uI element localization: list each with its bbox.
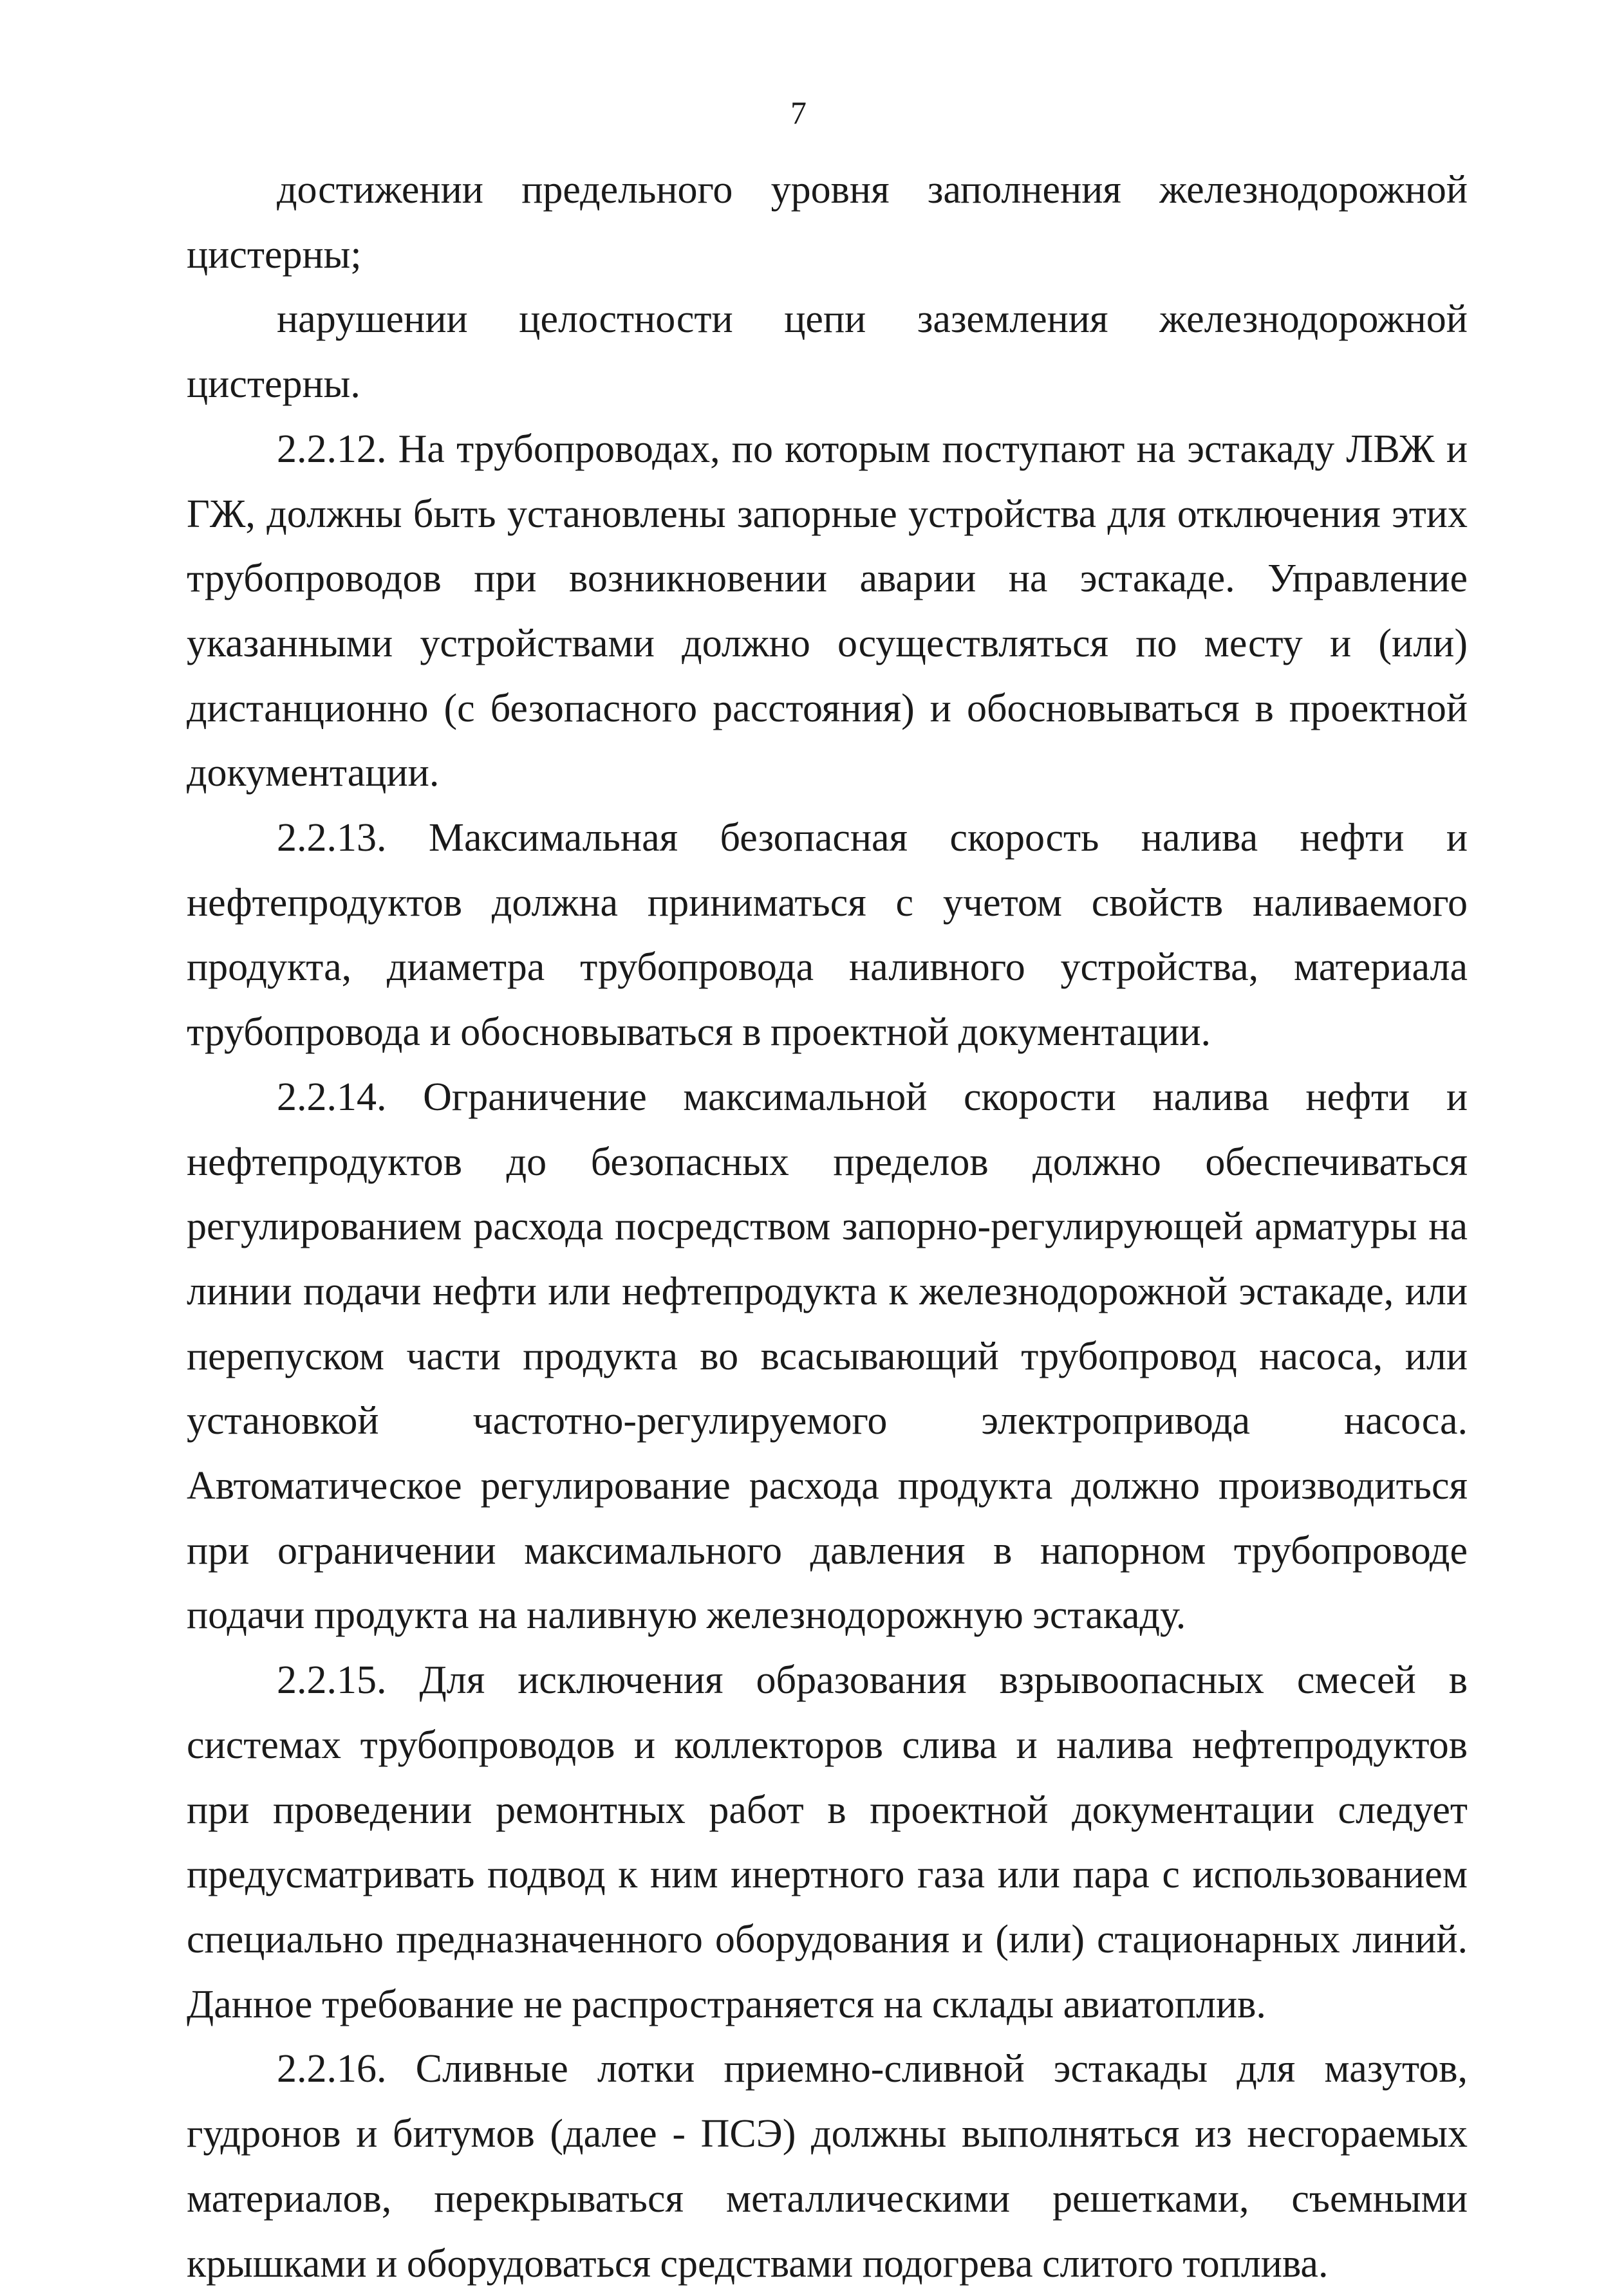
page-number: 7 <box>790 95 807 131</box>
document-body <box>187 158 1468 2296</box>
paragraph-2-2-14: 2.2.14. Ограничение максимальной скорости налива нефти и нефтепродуктов до безопасных пределов должно обеспечиваться регулированием расхода посредством запорно-регулирующей арматуры на линии подачи нефти или нефтепродукта к железнодорожной эстакаде, или перепуском части продукта во всасывающий трубопровод насоса, или установкой частотно-регулируемого электропривода насоса. Автоматическое регулирование расхода продукта должно производиться при ограничении максимального давления в напорном трубопроводе подачи продукта на наливную железнодорожную эстакаду. <box>187 1075 1468 1638</box>
paragraph-2-2-12: 2.2.12. На трубопроводах, по которым поступают на эстакаду ЛВЖ и ГЖ, должны быть установлены запорные устройства для отключения этих трубопроводов при возникновении аварии на эстакаде. Управление указанными устройствами должно осуществляться по месту и (или) дистанционно (с безопасного расстояния) и обосновываться в проектной документации. <box>187 427 1468 795</box>
paragraph-item-1: достижении предельного уровня заполнения железнодорожной цистерны; <box>187 168 1468 277</box>
paragraph-item-2: нарушении целостности цепи заземления железнодорожной цистерны. <box>187 297 1468 407</box>
paragraph-2-2-13: 2.2.13. Максимальная безопасная скорость налива нефти и нефтепродуктов должна приниматься с учетом свойств наливаемого продукта, диаметра трубопровода наливного устройства, материала трубопровода и обосновываться в проектной документации. <box>187 816 1468 1055</box>
paragraph-2-2-15: 2.2.15. Для исключения образования взрывоопасных смесей в системах трубопроводов и коллекторов слива и налива нефтепродуктов при проведении ремонтных работ в проектной документации следует предусматривать подвод к ним инертного газа или пара с использованием специально предназначенного оборудования и (или) стационарных линий. Данное требование не распространяется на склады авиатоплив. <box>187 1658 1468 2026</box>
paragraph-2-2-16: 2.2.16. Сливные лотки приемно-сливной эстакады для мазутов, гудронов и битумов (далее - ПСЭ) должны выполняться из несгораемых материалов, перекрываться металлическими решетками, съемными крышками и оборудоваться средствами подогрева слитого топлива. <box>187 2047 1468 2286</box>
